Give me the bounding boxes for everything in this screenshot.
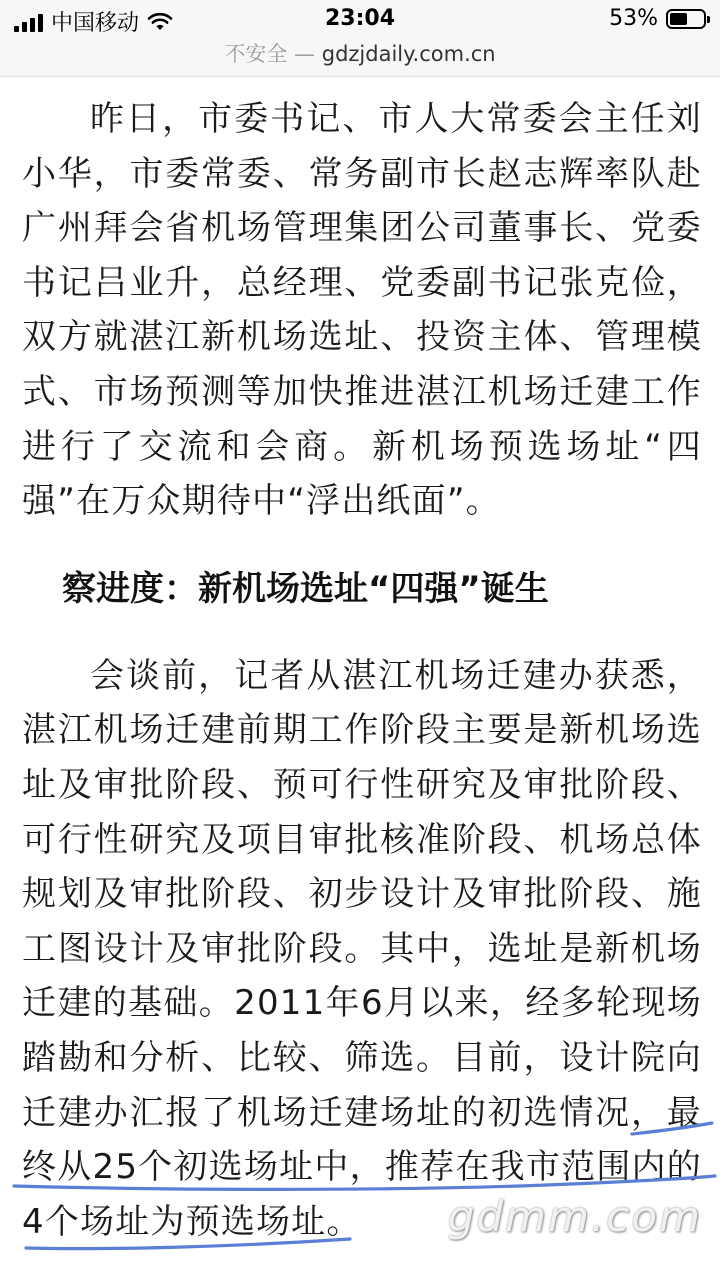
underlined-passage: 最终从25个初选场址中，推荐在我市范围内的4个场址为预选场址。 — [22, 1092, 702, 1242]
watermark: gdmm.com — [447, 1192, 702, 1241]
clock: 23:04 — [324, 6, 396, 31]
url-domain: gdzjdaily.com.cn — [321, 42, 496, 66]
status-bar — [0, 0, 720, 40]
url-separator: — — [287, 42, 322, 66]
battery-percent: 53% — [609, 6, 658, 31]
battery-fill — [670, 13, 687, 25]
article-paragraph-1: 昨日，市委书记、市人大常委会主任刘小华，市委常委、常务副市长赵志辉率队赴广州拜会省机场管理集团公司董事长、党委书记吕业升，总经理、党委副书记张克俭，双方就湛江新机场选址、投资主体、管理模式、市场预测等加快推进湛江机场迁建工作进行了交流和会商。新机场预选场址“四强”在万众期待中“浮出纸面”。 — [22, 99, 702, 522]
security-label: 不安全 — [224, 42, 288, 66]
address-bar[interactable] — [0, 40, 720, 77]
status-right — [609, 6, 706, 31]
paragraph-2-text: 会谈前，记者从湛江机场迁建办获悉，湛江机场迁建前期工作阶段主要是新机场选址及审批阶段、预可行性研究及审批阶段、可行性研究及项目审批核准阶段、机场总体规划及审批阶段、初步设计及审批阶段、施工图设计及审批阶段。其中，选址是新机场迁建的基础。2011年6月以来，经多轮现场踏勘和分析、比较、筛选。目前，设计院向迁建办汇报了机场迁建场址的初选情况， — [22, 655, 702, 1133]
battery-icon — [666, 9, 706, 29]
article-body — [22, 92, 702, 1249]
section-heading: 察进度：新机场选址“四强”诞生 — [62, 568, 549, 609]
carrier-name: 中国移动 — [51, 11, 140, 36]
article-paragraph-2 — [22, 649, 702, 1250]
